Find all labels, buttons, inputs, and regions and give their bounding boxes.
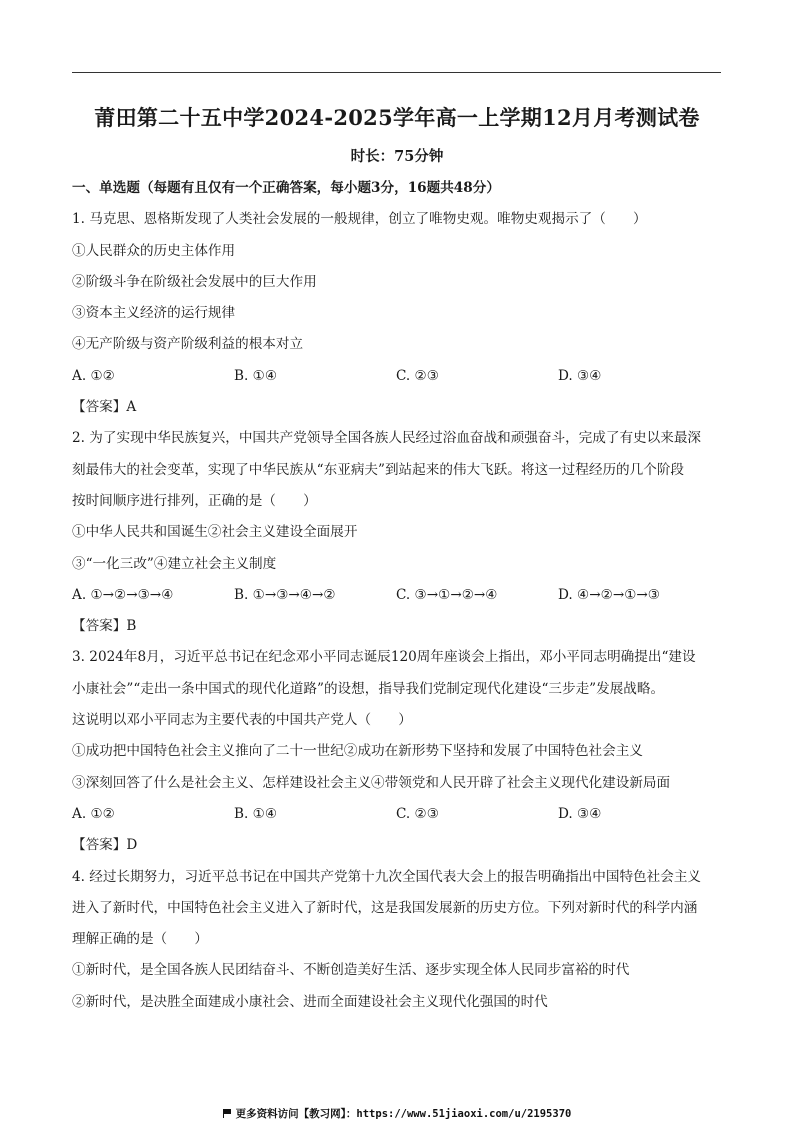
option-d: D. ④→②→①→③ <box>558 586 660 603</box>
question-stem: 按时间顺序进行排列，正确的是（ ） <box>72 492 317 509</box>
option-c: C. ②③ <box>396 367 439 384</box>
question-stem: 理解正确的是（ ） <box>72 931 208 948</box>
exam-content <box>72 173 722 1018</box>
question-2 <box>72 423 722 642</box>
question-stem: 进入了新时代，中国特色社会主义进入了新时代，这是我国发展新的历史方位。下列对新时代的科学内涵 <box>72 899 698 916</box>
footer-link[interactable] <box>0 1106 794 1121</box>
question-stem: 4. 经过长期努力，习近平总书记在中国共产党第十九次全国代表大会上的报告明确指出中国特色社会主义 <box>72 868 702 885</box>
question-3 <box>72 642 722 861</box>
statement-item: ④无产阶级与资产阶级利益的根本对立 <box>72 336 304 353</box>
option-c: C. ②③ <box>396 805 439 822</box>
question-1 <box>72 204 722 423</box>
option-b: B. ①④ <box>234 805 278 822</box>
statement-item: ②阶级斗争在阶级社会发展中的巨大作用 <box>72 273 317 290</box>
option-d: D. ③④ <box>558 367 602 384</box>
statement-item: ①人民群众的历史主体作用 <box>72 242 236 259</box>
statement-item: ①成功把中国特色社会主义推向了二十一世纪②成功在新形势下坚持和发展了中国特色社会主义 <box>72 743 643 760</box>
question-stem: 刻最伟大的社会变革，实现了中华民族从“东亚病夫”到站起来的伟大飞跃。将这一过程经历的几个阶段 <box>72 461 685 478</box>
option-b: B. ①④ <box>234 367 278 384</box>
question-stem: 小康社会”“走出一条中国式的现代化道路”的设想，指导我们党制定现代化建设“三步走”发展战略。 <box>72 680 665 697</box>
statement-item: ③深刻回答了什么是社会主义、怎样建设社会主义④带领党和人民开辟了社会主义现代化建设新局面 <box>72 774 671 791</box>
statement-item: ③“一化三改”④建立社会主义制度 <box>72 555 277 572</box>
statement-item: ③资本主义经济的运行规律 <box>72 305 236 322</box>
option-d: D. ③④ <box>558 805 602 822</box>
statement-item: ①新时代，是全国各族人民团结奋斗、不断创造美好生活、逐步实现全体人民同步富裕的时代 <box>72 962 630 979</box>
section-heading: 一、单选题（每题有且仅有一个正确答案，每小题3分，16题共48分） <box>72 180 500 196</box>
option-c: C. ③→①→②→④ <box>396 586 498 603</box>
answer-key: 【答案】D <box>72 837 138 854</box>
question-stem: 1. 马克思、恩格斯发现了人类社会发展的一般规律，创立了唯物史观。唯物史观揭示了（ ） <box>72 211 647 228</box>
question-stem: 3. 2024年8月，习近平总书记在纪念邓小平同志诞辰120周年座谈会上指出，邓小平同志明确提出“建设 <box>72 649 696 666</box>
option-a: A. ①② <box>72 367 115 384</box>
top-divider <box>72 72 721 73</box>
question-4 <box>72 862 722 1018</box>
statement-item: ①中华人民共和国诞生②社会主义建设全面展开 <box>72 524 358 541</box>
answer-options <box>72 361 722 392</box>
page-title: 莆田第二十五中学2024-2025学年高一上学期12月月考测试卷 <box>94 105 700 130</box>
option-a: A. ①② <box>72 805 115 822</box>
footer-text[interactable]: 更多资料访问【教习网】：https://www.51jiaoxi.com/u/2195370 <box>235 1108 572 1120</box>
question-stem: 2. 为了实现中华民族复兴，中国共产党领导全国各族人民经过浴血奋战和顽强奋斗，完成了有史以来最深 <box>72 430 702 447</box>
answer-options <box>72 799 722 830</box>
exam-duration: 时长：75分钟 <box>350 148 444 165</box>
option-a: A. ①→②→③→④ <box>72 586 174 603</box>
question-stem: 这说明以邓小平同志为主要代表的中国共产党人（ ） <box>72 712 412 729</box>
answer-options <box>72 580 722 611</box>
answer-key: 【答案】A <box>72 399 137 416</box>
statement-item: ②新时代，是决胜全面建成小康社会、进而全面建设社会主义现代化强国的时代 <box>72 993 548 1010</box>
answer-key: 【答案】B <box>72 618 137 635</box>
option-b: B. ①→③→④→② <box>234 586 336 603</box>
flag-icon <box>223 1109 232 1118</box>
